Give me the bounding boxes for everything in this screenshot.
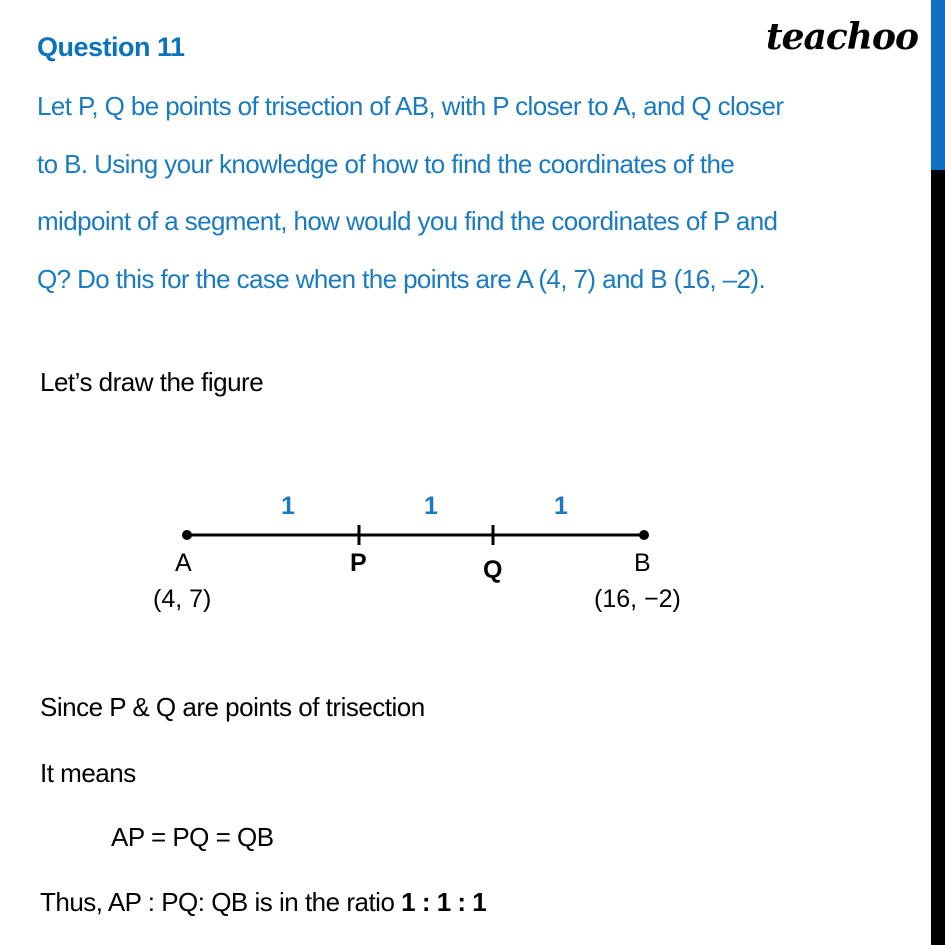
- point-a-coords: (4, 7): [153, 585, 212, 613]
- point-b-dot: [639, 530, 649, 540]
- ratio-value: 1 : 1 : 1: [401, 887, 487, 917]
- question-line-1: Let P, Q be points of trisection of AB, with P closer to A, and Q closer: [37, 91, 784, 121]
- point-p-label: P: [350, 549, 367, 577]
- segment-label-qb: 1: [554, 492, 568, 520]
- question-title: Question 11: [37, 32, 185, 62]
- point-a-label: A: [175, 549, 192, 577]
- scrollbar-thumb[interactable]: [931, 0, 945, 170]
- figure-intro: Let’s draw the figure: [40, 367, 264, 397]
- equation: AP = PQ = QB: [111, 822, 274, 852]
- conclusion: [40, 887, 486, 918]
- segment-label-pq: 1: [424, 492, 438, 520]
- conclusion-text: Thus, AP : PQ: QB is in the ratio: [40, 887, 402, 917]
- teachoo-logo: teachoo: [766, 16, 918, 58]
- point-a-dot: [182, 530, 192, 540]
- point-b-label: B: [634, 549, 651, 577]
- solution-line-2: It means: [40, 758, 136, 788]
- segment-label-ap: 1: [281, 492, 295, 520]
- point-b-coords: (16, −2): [594, 585, 681, 613]
- point-q-label: Q: [483, 556, 503, 584]
- question-line-3: midpoint of a segment, how would you find the coordinates of P and: [37, 206, 778, 236]
- solution-line-1: Since P & Q are points of trisection: [40, 692, 425, 722]
- question-line-2: to B. Using your knowledge of how to find the coordinates of the: [37, 149, 735, 179]
- question-line-4: Q? Do this for the case when the points are A (4, 7) and B (16, –2).: [37, 264, 766, 294]
